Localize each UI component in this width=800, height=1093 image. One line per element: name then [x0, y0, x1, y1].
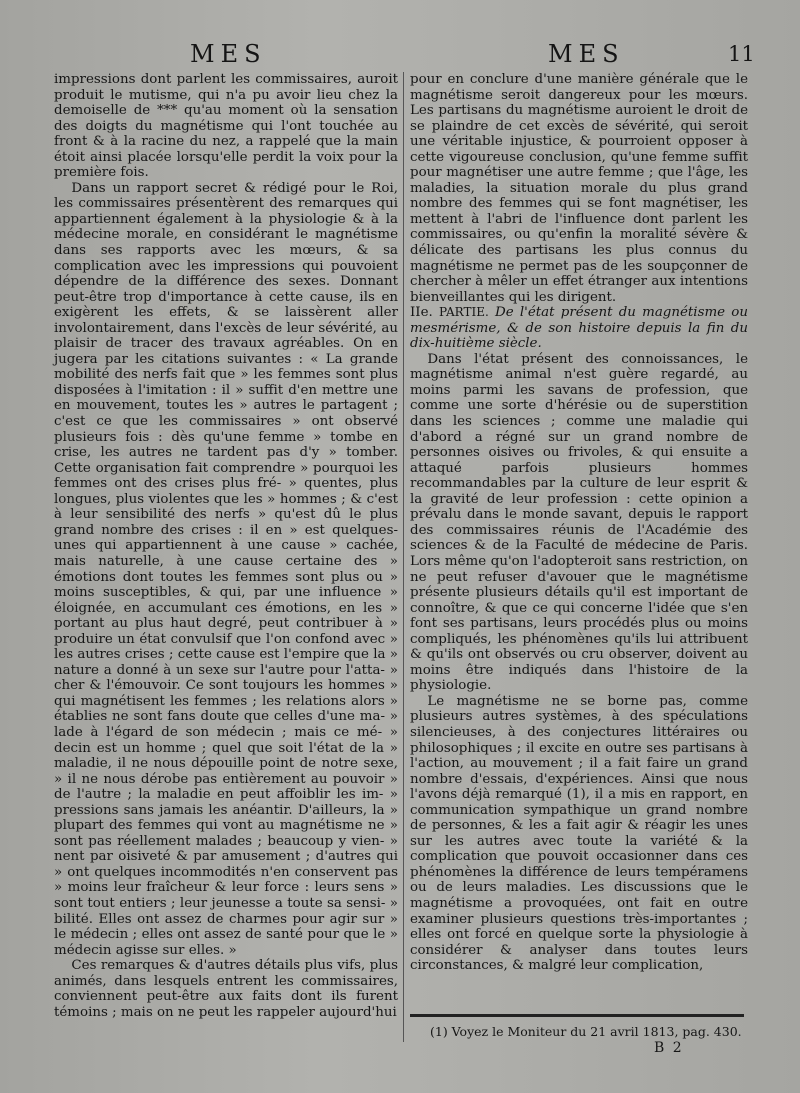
section-title: De l'état présent du magnétisme ou mesmérisme, & de son histoire depuis la fin du dix-huitième siècle. — [410, 305, 748, 352]
section-number: IIe. — [410, 305, 433, 321]
footnote-rule — [410, 1014, 744, 1017]
paragraph: impressions dont parlent les commissaires, auroit produit le mutisme, qui n'a pu avoir lieu chez la demoiselle de *** qu'au moment où la sensation des doigts du magnétisme qui l'ont touchée au front & à la racine du nez, a rappelé que la main étoit ainsi placée lorsqu'elle perdit la voix pour la première fois. — [54, 72, 398, 181]
paragraph: Dans un rapport secret & rédigé pour le Roi, les commissaires présentèrent des remarques qui appartiennent également à la physiologie & à la médecine morale, en considérant le magnétisme dans ses rapports avec les mœurs, & sa complication avec les impressions qui pouvoient dépendre de la différence des sexes. Donnant peut-être trop d'importance à cette cause, ils en exigèrent les effets, & se laissèrent aller involontairement, dans l'excès de leur sévérité, au plaisir de tracer des travaux agréables. On en jugera par les citations suivantes : « La grande mobilité des nerfs fait que » les femmes sont plus disposées à l'imitation : il » suffit d'en mettre une en mouvement, toutes les » autres le partagent ; c'est ce que les commissaires » ont observé plusieurs fois : dès qu'une femme » tombe en crise, les autres ne tardent pas d'y » tomber. Cette organisation fait comprendre » pourquoi les femmes ont des crises plus fré- » quentes, plus longues, plus violentes que les » hommes ; & c'est à leur sensibilité des nerfs » qu'est dû le plus grand nombre des crises : il en » est quelques-unes qui appartiennent à une cause » cachée, mais naturelle, à une cause certaine des » émotions dont toutes les femmes sont plus ou » moins susceptibles, & qui, par une influence » éloignée, en accumulant ces émotions, en les » portant au plus haut degré, peut contribuer à » produire un état convulsif que l'on confond avec » les autres crises ; cette cause est l'empire que la » nature a donné à un sexe sur l'autre pour l'atta- » cher & l'émouvoir. Ce sont toujours les hommes » qui magnétisent les femmes ; les relations alors » établies ne sont fans doute que celles d'une ma- » lade à l'égard de son médecin ; mais ce mé- » decin est un homme ; quel que soit l'état de la » maladie, il ne nous dépouille point de notre sexe, » il ne nous dérobe pas entièrement au pouvoir » de l'autre ; la maladie en peut affoiblir les im- » pressions sans jamais les anéantir. D'ailleurs, la » plupart des femmes qui vont au magnétisme ne » sont pas réellement malades ; beaucoup y vien- » nent par oisiveté & par amusement ; d'autres qui » ont quelques incommodités n'en conservent pas » moins leur fraîcheur & leur force : leurs sens » sont tout entiers ; leur jeunesse a toute sa sensi- » bilité. Elles ont assez de charmes pour agir sur » le médecin ; elles ont assez de santé pour que le » médecin agisse sur elles. » — [54, 180, 398, 958]
page-number: 11 — [728, 42, 755, 66]
paragraph: pour en conclure d'une manière générale que le magnétisme seroit dangereux pour les mœurs. Les partisans du magnétisme auroient le droit de se plaindre de cet excès de sévérité, qui seroit une véritable injustice, & pourroient opposer à cette vigoureuse conclusion, qu'une femme suffit pour magnétiser une autre femme ; que l'âge, les maladies, la situation morale du plus grand nombre des femmes qui se font magnétiser, les mettent à l'abri de l'influence dont parlent les commissaires, ou qu'enfin la moralité sévère & délicate des partisans les plus connus du magnétisme ne permet pas de les soupçonner de chercher à mêler un effet étranger aux intentions bienveillantes qui les dirigent. — [410, 72, 748, 305]
header-left-title: MES — [190, 40, 267, 68]
section-heading — [410, 305, 748, 352]
signature-mark: B 2 — [654, 1040, 684, 1056]
left-column — [54, 72, 398, 1020]
paragraph: Dans l'état présent des connoissances, le magnétisme animal n'est guère regardé, au moins parmi les savans de profession, que comme une sorte d'hérésie ou de superstition dans les sciences ; comme une maladie qui d'abord a régné sur un grand nombre de personnes oisives ou frivoles, & qui ensuite a attaqué parfois plusieurs hommes recommandables par la culture de leur esprit & la gravité de leur profession : cette opinion a prévalu dans le monde savant, depuis le rapport des commissaires réunis de l'Académie des sciences & de la Faculté de médecine de Paris. Lors même qu'on l'adopteroit sans restriction, on ne peut refuser d'avouer que le magnétisme présente plusieurs détails qu'il est important de connoître, & que ce qui concerne l'idée que s'en font ses partisans, leurs procédés plus ou moins compliqués, les phénomènes qu'ils lui attribuent & qu'ils ont observés ou cru observer, doivent au moins être indiqués dans l'histoire de la physiologie. — [410, 351, 748, 694]
running-header — [0, 40, 800, 70]
footnote: (1) Voyez le Moniteur du 21 avril 1813, pag. 430. — [430, 1024, 742, 1039]
section-label: PARTIE. — [439, 305, 489, 320]
header-right-title: MES — [548, 40, 625, 68]
column-divider — [403, 72, 404, 1042]
paragraph: Le magnétisme ne se borne pas, comme plusieurs autres systèmes, à des spéculations silencieuses, à des conjectures littéraires ou philosophiques ; il excite en outre ses partisans à l'action, au mouvement ; il a fait faire un grand nombre d'essais, d'expériences. Ainsi que nous l'avons déjà remarqué (1), il a mis en rapport, en communication sympathique un grand nombre de personnes, & les a fait agir & réagir les unes sur les autres avec toute la variété & la complication que pouvoit occasionner dans ces phénomènes la différence de leurs tempéramens ou de leurs maladies. Les discussions que le magnétisme a provoquées, ont fait en outre examiner plusieurs questions très-importantes ; elles ont forcé en quelque sorte la physiologie à considérer & analyser dans toutes leurs circonstances, & malgré leur complication, — [410, 693, 748, 974]
right-column — [410, 72, 748, 974]
paragraph: Ces remarques & d'autres détails plus vifs, plus animés, dans lesquels entrent les commissaires, conviennent peut-être aux faits dont ils furent témoins ; mais on ne peut les rappeler aujourd'hui — [54, 958, 398, 1020]
